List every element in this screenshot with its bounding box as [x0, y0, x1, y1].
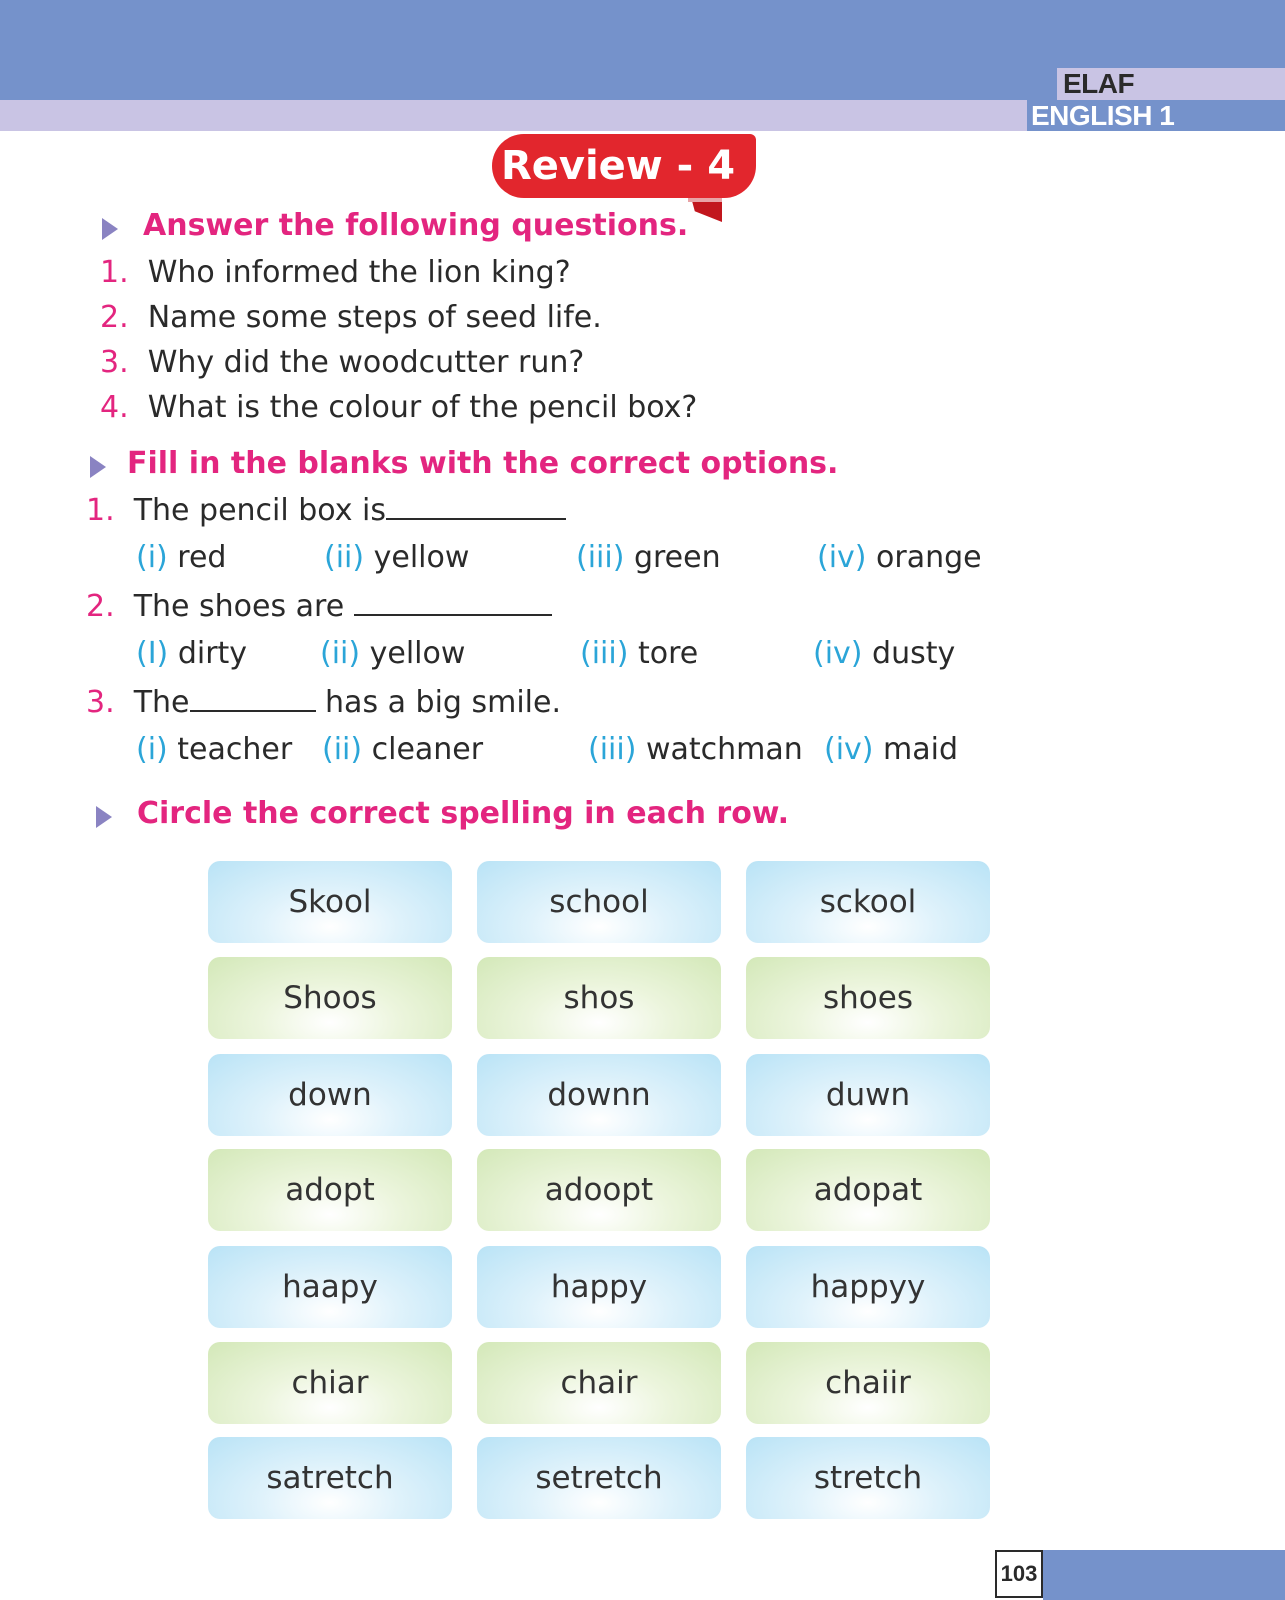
option-numeral: (ii) [324, 540, 365, 575]
option [324, 540, 469, 575]
book-brand [1027, 68, 1285, 131]
spelling-choice[interactable]: setretch [477, 1437, 721, 1519]
section-heading-questions: Answer the following questions. [143, 208, 689, 243]
question-item [100, 300, 602, 335]
answer-blank [386, 492, 566, 520]
item-text: The pencil box is [133, 493, 386, 528]
spelling-choice[interactable]: downn [477, 1054, 721, 1136]
item-number: 3. [86, 685, 115, 720]
option-word: cleaner [371, 732, 484, 767]
spelling-choice[interactable]: down [208, 1054, 452, 1136]
bullet-arrow-icon [102, 218, 118, 240]
answer-blank [190, 684, 316, 712]
item-text: The [133, 685, 190, 720]
section-heading-fill-blanks: Fill in the blanks with the correct options. [127, 446, 839, 481]
item-number: 1. [86, 493, 115, 528]
item-text: The shoes are [133, 589, 345, 624]
item-number: 2. [86, 589, 115, 624]
question-text: Why did the woodcutter run? [147, 345, 585, 380]
option-numeral: (ii) [320, 636, 361, 671]
option [136, 636, 247, 671]
option [322, 732, 483, 767]
question-text: Name some steps of seed life. [147, 300, 602, 335]
spelling-choice[interactable]: shos [477, 957, 721, 1039]
page-title: Review - 4 [492, 134, 756, 198]
option [817, 540, 982, 575]
question-number: 2. [100, 300, 129, 335]
option-word: maid [883, 732, 959, 767]
question-item [100, 345, 584, 380]
spelling-choice[interactable]: adoopt [477, 1149, 721, 1231]
question-number: 4. [100, 390, 129, 425]
option [136, 732, 292, 767]
question-number: 3. [100, 345, 129, 380]
fill-blank-item [86, 684, 561, 720]
option-numeral: (iii) [580, 636, 629, 671]
answer-blank [354, 588, 552, 616]
brand-line-1: ELAF [1057, 68, 1285, 100]
option-word: watchman [645, 732, 803, 767]
spelling-choice[interactable]: stretch [746, 1437, 990, 1519]
option-numeral: (ii) [322, 732, 363, 767]
option-word: green [633, 540, 721, 575]
spelling-choice[interactable]: Skool [208, 861, 452, 943]
option-word: yellow [369, 636, 466, 671]
spelling-choice[interactable]: haapy [208, 1246, 452, 1328]
question-text: What is the colour of the pencil box? [147, 390, 698, 425]
option-numeral: (i) [136, 540, 168, 575]
option-numeral: (iv) [817, 540, 867, 575]
spelling-choice[interactable]: sckool [746, 861, 990, 943]
option-word: red [177, 540, 227, 575]
spelling-choice[interactable]: chiar [208, 1342, 452, 1424]
option [824, 732, 958, 767]
spelling-choice[interactable]: school [477, 861, 721, 943]
option-numeral: (i) [136, 732, 168, 767]
bullet-arrow-icon [90, 456, 106, 478]
option [580, 636, 698, 671]
option-word: orange [876, 540, 982, 575]
brand-line-2: ENGLISH 1 [1027, 100, 1285, 131]
option-word: tore [637, 636, 699, 671]
option-numeral: (iv) [824, 732, 874, 767]
option-numeral: (iii) [576, 540, 625, 575]
item-text-after: has a big smile. [325, 685, 562, 720]
fill-blank-item [86, 492, 566, 528]
question-item [100, 255, 571, 290]
spelling-choice[interactable]: satretch [208, 1437, 452, 1519]
question-item [100, 390, 697, 425]
option-numeral: (I) [136, 636, 169, 671]
option [320, 636, 465, 671]
spelling-choice[interactable]: Shoos [208, 957, 452, 1039]
question-number: 1. [100, 255, 129, 290]
option-word: teacher [177, 732, 293, 767]
option [588, 732, 803, 767]
question-text: Who informed the lion king? [147, 255, 571, 290]
footer-band [1043, 1550, 1285, 1600]
spelling-choice[interactable]: chaiir [746, 1342, 990, 1424]
option-word: dirty [177, 636, 248, 671]
option [576, 540, 721, 575]
option-word: dusty [872, 636, 956, 671]
fill-blank-item [86, 588, 552, 624]
spelling-choice[interactable]: adopt [208, 1149, 452, 1231]
option-numeral: (iii) [588, 732, 637, 767]
spelling-choice[interactable]: happy [477, 1246, 721, 1328]
section-heading-spelling: Circle the correct spelling in each row. [137, 796, 790, 831]
option-word: yellow [373, 540, 470, 575]
option [136, 540, 226, 575]
bullet-arrow-icon [96, 806, 112, 828]
spelling-choice[interactable]: duwn [746, 1054, 990, 1136]
spelling-choice[interactable]: chair [477, 1342, 721, 1424]
spelling-choice[interactable]: adopat [746, 1149, 990, 1231]
spelling-choice[interactable]: happyy [746, 1246, 990, 1328]
spelling-choice[interactable]: shoes [746, 957, 990, 1039]
option-numeral: (iv) [813, 636, 863, 671]
page-number: 103 [995, 1550, 1043, 1598]
option [813, 636, 955, 671]
